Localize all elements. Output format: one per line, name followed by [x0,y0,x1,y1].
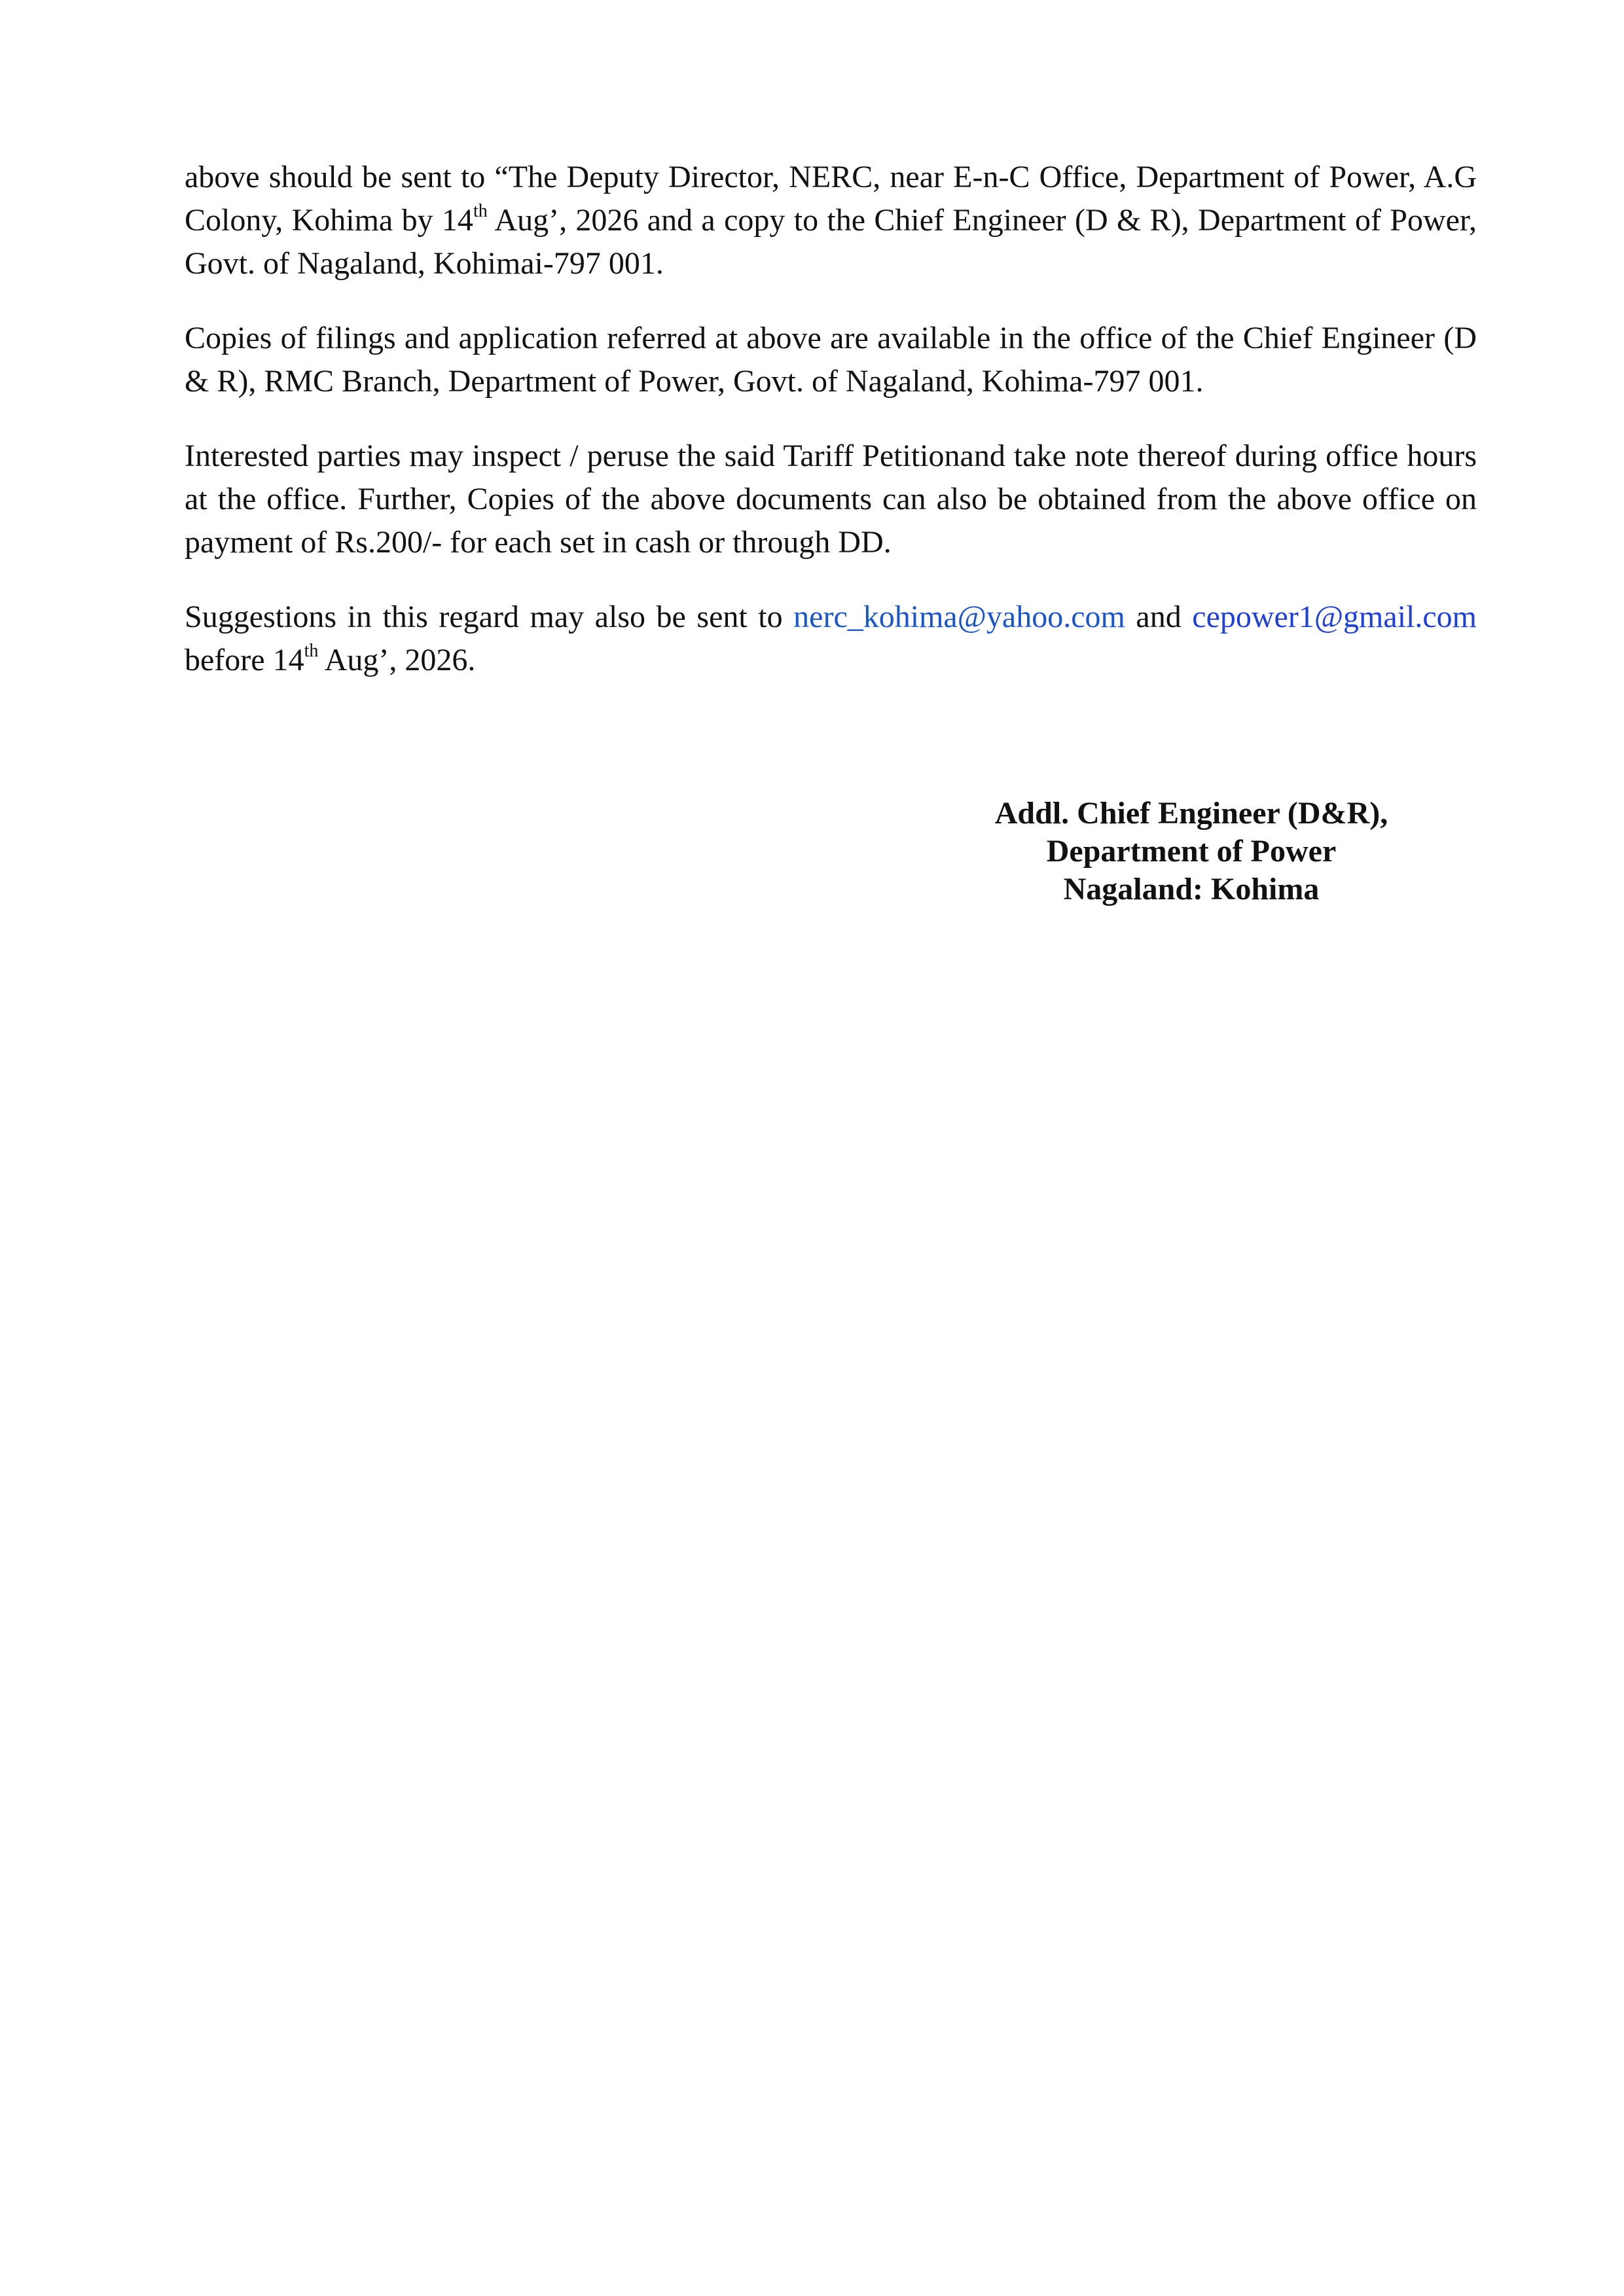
email-link-nerc[interactable]: nerc_kohima@yahoo.com [793,600,1125,634]
paragraph-copies-available [185,317,1477,403]
paragraph-text: Copies of filings and application referred at above are available in the office of the Chief Engineer (D & R), RMC Branch, Department of Power, Govt. of Nagaland, Kohima-797 001. [185,321,1477,399]
paragraph-text: Interested parties may inspect / peruse the said Tariff Petitionand take note thereof during office hours at the office. Further, Copies of the above documents can also be obtained from the above office on payment of Rs.200/- for each set in cash or through DD. [185,439,1477,560]
paragraph-text: and [1125,600,1193,634]
paragraph-text: above should be sent to “The Deputy Director, NERC, near E-n-C Office, Department of Power, A.G Colony, Kohima by 14 [185,160,1477,238]
paragraph-submission-address [185,156,1477,285]
paragraph-text: Aug’, 2026. [318,643,476,677]
notice-body [185,156,1477,713]
ordinal-suffix: th [473,201,488,221]
paragraph-inspection [185,435,1477,564]
signature-block [929,795,1453,908]
paragraph-text: before 14 [185,643,304,677]
signature-location: Nagaland: Kohima [1063,872,1320,906]
signature-designation: Addl. Chief Engineer (D&R), [994,796,1388,831]
paragraph-suggestions [185,596,1477,682]
paragraph-text: Aug’, 2026 and a copy to the Chief Engineer (D & R), Department of Power, Govt. of Nagaland, Kohimai-797 001. [185,203,1477,281]
paragraph-text: Suggestions in this regard may also be sent to [185,600,794,634]
ordinal-suffix: th [304,641,319,661]
signature-department: Department of Power [1046,834,1337,869]
email-link-cepower[interactable]: cepower1@gmail.com [1192,600,1477,634]
